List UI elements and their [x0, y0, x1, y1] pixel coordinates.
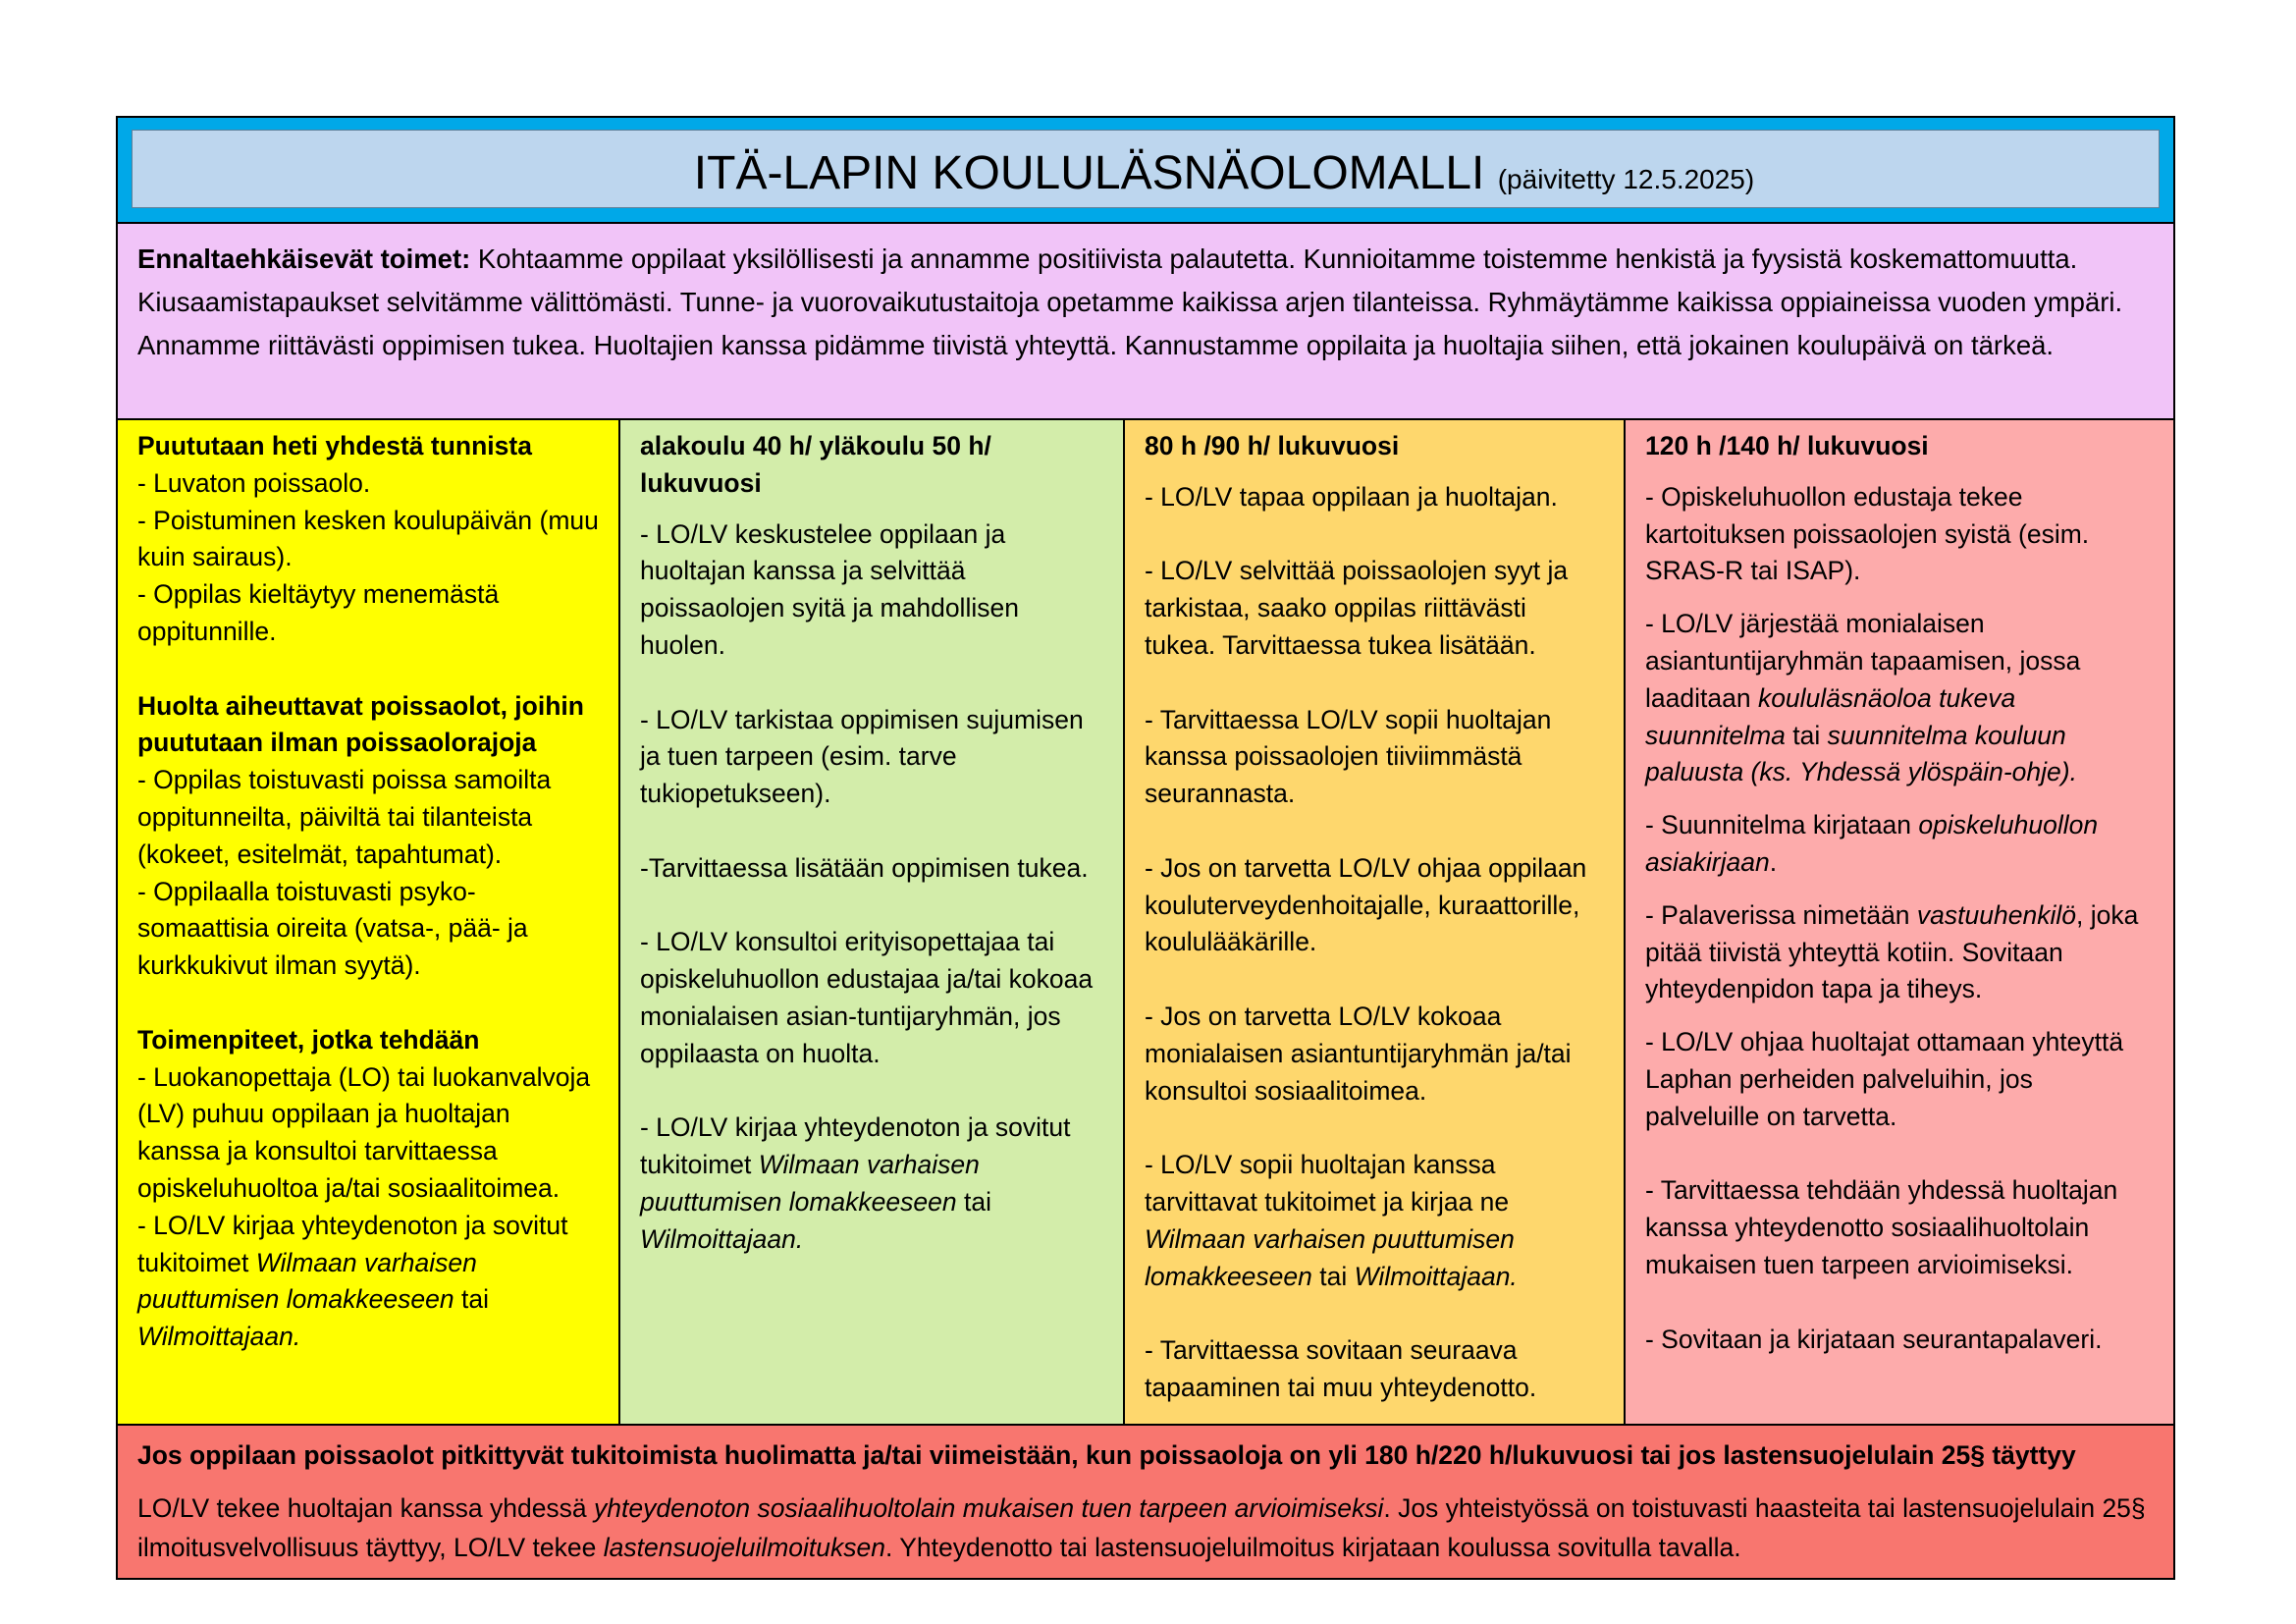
attendance-model-table — [116, 116, 2175, 1580]
title-updated-date: (päivitetty 12.5.2025) — [1497, 164, 1755, 194]
final-escalation-section — [118, 1426, 2173, 1578]
text-segment: LO/LV tekee huoltajan kanssa yhdessä — [137, 1493, 595, 1523]
text-segment: . Jos yhteistyössä on toistuvasti haasteita tai lastensuojelulain 25§ ilmoitusvelvollisuus täyttyy, LO/LV tekee — [137, 1493, 2146, 1562]
col4-item: - Tarvittaessa tehdään yhdessä huoltajan kanssa yhteydenotto sosiaalihuoltolain mukaisen tuen tarpeen arvioimiseksi. — [1645, 1175, 2118, 1279]
text-emphasis: yhteydenoton sosiaalihuoltolain mukaisen tuen tarpeen arvioimiseksi — [594, 1493, 1384, 1523]
text-emphasis: opiskeluhuollon asiakirjaan — [1645, 810, 2099, 877]
final-escalation-heading: Jos oppilaan poissaolot pitkittyvät tukitoimista huolimatta ja/tai viimeistään, kun poissaoloja on yli 180 h/220 h/lukuvuosi tai jos lastensuojelulain 25§ täyttyy — [137, 1440, 2076, 1470]
text-emphasis: suunnitelma kouluun paluusta (ks. Yhdessä ylöspäin-ohje). — [1645, 720, 2077, 787]
col2-item: - LO/LV keskustelee oppilaan ja huoltajan kanssa ja selvittää poissaolojen syitä ja mahdollisen huolen. — [640, 518, 1019, 660]
column-40-50h — [620, 420, 1125, 1424]
col4-item: - Sovitaan ja kirjataan seurantapalaveri. — [1645, 1324, 2103, 1354]
text-segment: - Palaverissa nimetään — [1645, 899, 1917, 930]
col4-item-responsible — [1645, 897, 2154, 1008]
text-segment: tai — [1311, 1261, 1355, 1291]
title-banner — [118, 118, 2173, 224]
text-segment: - LO/LV kirjaa yhteydenoton ja sovitut tukitoimet — [640, 1112, 1071, 1180]
text-segment: tai — [1785, 720, 1828, 750]
text-emphasis: vastuuhenkilö — [1916, 899, 2076, 930]
col1-heading-2: Huolta aiheuttavat poissaolot, joihin puututaan ilman poissaolorajoja — [137, 690, 584, 758]
col1-item: - Oppilaalla toistuvasti psyko-somaattisia oireita (vatsa-, pää- ja kurkkukivut ilman syytä). — [137, 876, 528, 981]
prevention-section — [118, 224, 2173, 420]
escalation-columns — [118, 420, 2173, 1426]
col4-item: - LO/LV ohjaa huoltajat ottamaan yhteyttä Laphan perheiden palveluihin, jos palveluille on tarvetta. — [1645, 1027, 2124, 1131]
col1-item: - Poistuminen kesken koulupäivän (muu kuin sairaus). — [137, 505, 599, 572]
title-main: ITÄ-LAPIN KOULULÄSNÄOLOMALLI — [693, 147, 1485, 199]
page-title — [133, 146, 2159, 207]
text-emphasis: Wilmaan varhaisen puuttumisen lomakkeeseen — [137, 1247, 477, 1315]
col1-heading-1: Puututaan heti yhdestä tunnista — [137, 431, 532, 460]
col3-item-record — [1145, 1147, 1604, 1295]
column-immediate — [118, 420, 620, 1424]
col3-item: - LO/LV tapaa oppilaan ja huoltajan. — [1145, 481, 1558, 512]
text-segment: - Suunnitelma kirjataan — [1645, 810, 1919, 840]
col4-item: - Opiskeluhuollon edustaja tekee kartoituksen poissaolojen syistä (esim. SRAS-R tai ISAP). — [1645, 481, 2090, 586]
col3-item: - Tarvittaessa sovitaan seuraava tapaaminen tai muu yhteydenotto. — [1145, 1335, 1537, 1402]
col2-item-record — [640, 1110, 1103, 1258]
column-120-140h — [1626, 420, 2173, 1424]
prevention-label: Ennaltaehkäisevät toimet: — [137, 244, 471, 274]
col4-item-document — [1645, 807, 2154, 882]
text-segment: - LO/LV kirjaa yhteydenoton ja sovitut tukitoimet — [137, 1210, 568, 1277]
col2-heading: alakoulu 40 h/ yläkoulu 50 h/ lukuvuosi — [640, 431, 991, 498]
text-emphasis: lastensuojeluilmoituksen — [603, 1533, 885, 1562]
col2-item: -Tarvittaessa lisätään oppimisen tukea. — [640, 852, 1089, 883]
col1-item: - Luokanopettaja (LO) tai luokanvalvoja (LV) puhuu oppilaan ja huoltajan kanssa ja konsultoi tarvittaessa opiskeluhuoltoa ja/tai sosiaalitoimea. — [137, 1061, 591, 1203]
text-segment: . — [1769, 846, 1778, 877]
text-segment: - LO/LV järjestää monialaisen asiantuntijaryhmän tapaamisen, jossa laaditaan — [1645, 609, 2081, 713]
col3-item: - Tarvittaessa LO/LV sopii huoltajan kanssa poissaolojen tiiviimmästä seurannasta. — [1145, 704, 1552, 809]
column-80-90h — [1125, 420, 1626, 1424]
col1-item-record — [137, 1208, 599, 1356]
col3-item: - LO/LV selvittää poissaolojen syyt ja tarkistaa, saako oppilas riittävästi tukea. Tarvittaessa tukea lisätään. — [1145, 556, 1569, 660]
text-segment: . Yhteydenotto tai lastensuojeluilmoitus kirjataan koulussa sovitulla tavalla. — [885, 1533, 1741, 1562]
col2-item: - LO/LV tarkistaa oppimisen sujumisen ja tuen tarpeen (esim. tarve tukiopetukseen). — [640, 704, 1084, 809]
col1-heading-3: Toimenpiteet, jotka tehdään — [137, 1024, 480, 1055]
col4-item-plan — [1645, 606, 2154, 791]
col4-heading: 120 h /140 h/ lukuvuosi — [1645, 431, 1929, 460]
text-segment: , joka pitää tiivistä yhteyttä kotiin. Sovitaan yhteydenpidon tapa ja tiheys. — [1645, 899, 2139, 1004]
title-box — [132, 130, 2160, 208]
col3-heading: 80 h /90 h/ lukuvuosi — [1145, 431, 1400, 460]
text-emphasis: Wilmoittajaan. — [137, 1322, 301, 1352]
text-emphasis: Wilmaan varhaisen puuttumisen lomakkeeseen — [1145, 1223, 1515, 1291]
col1-item: - Luvaton poissaolo. — [137, 467, 371, 498]
col1-item: - Oppilas toistuvasti poissa samoilta oppitunneilta, päiviltä tai tilanteista (kokeet, esitelmät, tapahtumat). — [137, 765, 552, 869]
col1-item: - Oppilas kieltäytyy menemästä oppitunnille. — [137, 579, 500, 646]
col2-item: - LO/LV konsultoi erityisopettajaa tai opiskeluhuollon edustajaa ja/tai kokoaa monialaisen asian-tuntijaryhmän, jos oppilaasta on huolta. — [640, 927, 1094, 1068]
prevention-text: Kohtaamme oppilaat yksilöllisesti ja annamme positiivista palautetta. Kunnioitamme toistemme henkistä ja fyysistä koskemattomuutta. Kiusaamistapaukset selvitämme välittömästi. Tunne- ja vuorovaikutustaitoja opetamme kaikissa arjen tilanteissa. Ryhmäytämme kaikissa oppiaineissa vuoden ympäri. Annamme riittävästi oppimisen tukea. Huoltajien kanssa pidämme tiivistä yhteyttä. Kannustamme oppilaita ja huoltajia siihen, että jokainen koulupäivä on tärkeä. — [137, 244, 2123, 360]
text-segment: tai — [454, 1284, 489, 1315]
text-segment: - LO/LV sopii huoltajan kanssa tarvittavat tukitoimet ja kirjaa ne — [1145, 1150, 1510, 1217]
text-emphasis: Wilmoittajaan. — [640, 1223, 804, 1254]
text-segment: tai — [956, 1186, 991, 1217]
text-emphasis: koululäsnäoloa tukeva suunnitelma — [1645, 682, 2016, 750]
col3-item: - Jos on tarvetta LO/LV ohjaa oppilaan kouluterveydenhoitajalle, kuraattorille, koululääkärille. — [1145, 852, 1587, 957]
final-escalation-text — [137, 1489, 2154, 1567]
text-emphasis: Wilmaan varhaisen puuttumisen lomakkeeseen — [640, 1150, 980, 1217]
col3-item: - Jos on tarvetta LO/LV kokoaa monialaisen asiantuntijaryhmän ja/tai konsultoi sosiaalitoimea. — [1145, 1001, 1572, 1106]
text-emphasis: Wilmoittajaan. — [1354, 1261, 1518, 1291]
